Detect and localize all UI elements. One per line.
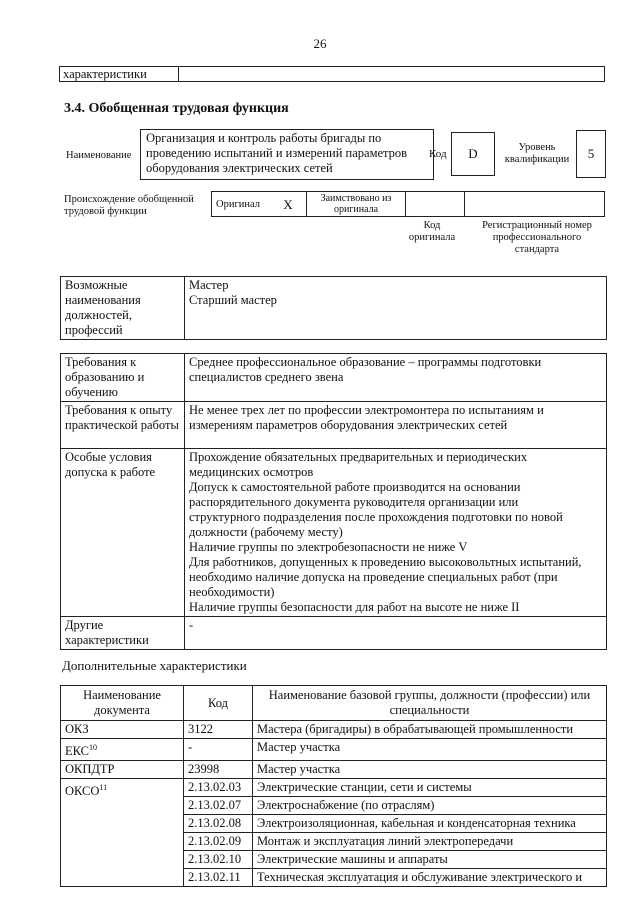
reg-number-cell xyxy=(465,192,605,217)
req-label: Требования к образованию и обучению xyxy=(61,354,185,402)
table-row xyxy=(61,739,607,761)
header-doc: Наименование документа xyxy=(61,686,184,721)
row-code: 2.13.02.11 xyxy=(184,869,253,887)
table-row xyxy=(61,617,607,650)
req-label: Другие характеристики xyxy=(61,617,185,650)
row-name: Мастер участка xyxy=(253,761,607,779)
req-value xyxy=(185,617,607,650)
original-label: Оригинал xyxy=(212,192,271,217)
row-code: 3122 xyxy=(184,721,253,739)
table-row xyxy=(61,354,607,402)
level-value: 5 xyxy=(576,130,606,178)
req-label: Особые условия допуска к работе xyxy=(61,449,185,617)
row-name: Электроизоляционная, кабельная и конденсаторная техника xyxy=(253,815,607,833)
code-label: Код xyxy=(429,148,447,160)
position-item: Старший мастер xyxy=(189,293,277,307)
row-name: Монтаж и эксплуатация линий электропередачи xyxy=(253,833,607,851)
code-original-cell xyxy=(406,192,465,217)
function-name-box xyxy=(140,129,434,180)
function-name-line: оборудования электрических сетей xyxy=(146,161,333,175)
req-line: Наличие группы безопасности для работ на высоте не ниже II xyxy=(189,600,520,614)
carryover-table xyxy=(59,66,605,82)
req-line: распорядительного документа руководителя организации или xyxy=(189,495,519,509)
function-name-label: Наименование xyxy=(66,150,132,161)
row-doc: ЕКС$^{10}$ xyxy=(61,739,184,761)
row-name: Электрические машины и аппараты xyxy=(253,851,607,869)
row-name: Мастера (бригадиры) в обрабатывающей промышленности xyxy=(253,721,607,739)
req-line: специалистов среднего звена xyxy=(189,370,344,384)
req-line: Допуск к самостоятельной работе производится на основании xyxy=(189,480,521,494)
row-doc: ОКСО$^{11}$ xyxy=(61,779,184,887)
row-code: 23998 xyxy=(184,761,253,779)
header-code: Код xyxy=(184,686,253,721)
row-name: Электрические станции, сети и системы xyxy=(253,779,607,797)
req-line: необходимости) xyxy=(189,585,275,599)
row-code: 2.13.02.07 xyxy=(184,797,253,815)
additional-title: Дополнительные характеристики xyxy=(62,658,247,673)
original-mark: X xyxy=(270,192,307,217)
table-row xyxy=(61,402,607,449)
row-doc: ОКЗ xyxy=(61,721,184,739)
code-value: D xyxy=(451,132,495,176)
reg-number-caption: Регистрационный номер профессионального стандарта xyxy=(482,220,592,255)
req-line: должности (рабочему месту) xyxy=(189,525,343,539)
carryover-value xyxy=(179,67,605,82)
req-line: Для работников, допущенных к проведению высоковольтных испытаний, xyxy=(189,555,582,569)
row-name: Электроснабжение (по отраслям) xyxy=(253,797,607,815)
req-value xyxy=(185,402,607,449)
row-name: Техническая эксплуатация и обслуживание электрического и xyxy=(253,869,607,887)
req-line: Прохождение обязательных предварительных и периодических xyxy=(189,450,528,464)
table-row xyxy=(61,721,607,739)
section-title: 3.4. Обобщенная трудовая функция xyxy=(64,101,289,116)
table-row xyxy=(61,779,607,797)
page-number: 26 xyxy=(313,36,327,51)
req-line: Не менее трех лет по профессии электромонтера по испытаниям и xyxy=(189,403,544,417)
row-code: 2.13.02.08 xyxy=(184,815,253,833)
code-original-caption: Код оригинала xyxy=(408,220,456,243)
carryover-label: характеристики xyxy=(60,67,179,82)
req-line: структурного подразделения после прохождения подготовки по новой xyxy=(189,510,563,524)
req-line: - xyxy=(189,618,194,632)
req-line: медицинских осмотров xyxy=(189,465,314,479)
requirements-table xyxy=(60,353,607,650)
function-name-line: проведению испытаний и измерений параметров xyxy=(146,146,408,160)
borrowed-label: Заимствовано из оригинала xyxy=(307,192,406,217)
row-code: 2.13.02.10 xyxy=(184,851,253,869)
position-item: Мастер xyxy=(189,278,229,292)
row-code: - xyxy=(184,739,253,761)
row-code: 2.13.02.09 xyxy=(184,833,253,851)
header-name: Наименование базовой группы, должности (профессии) или специальности xyxy=(253,686,607,721)
req-line: измерениям параметров оборудования электрических сетей xyxy=(189,418,508,432)
origin-table xyxy=(211,191,605,217)
req-line: Наличие группы по электробезопасности не ниже V xyxy=(189,540,468,554)
req-label: Требования к опыту практической работы xyxy=(61,402,185,449)
header-row xyxy=(61,686,607,721)
row-doc: ОКПДТР xyxy=(61,761,184,779)
function-name-line: Организация и контроль работы бригады по xyxy=(146,131,382,145)
positions-label: Возможные наименования должностей, профессий xyxy=(61,277,185,340)
level-label: Уровень квалификации xyxy=(504,142,570,165)
req-line: необходимо наличие допуска на проведение специальных работ (при xyxy=(189,570,558,584)
origin-label: Происхождение обобщенной трудовой функции xyxy=(64,194,194,217)
row-name: Мастер участка xyxy=(253,739,607,761)
row-code: 2.13.02.03 xyxy=(184,779,253,797)
positions-values xyxy=(185,277,607,340)
additional-table xyxy=(60,685,607,887)
table-row xyxy=(61,761,607,779)
req-value xyxy=(185,354,607,402)
req-value xyxy=(185,449,607,617)
table-row xyxy=(61,449,607,617)
req-line: Среднее профессиональное образование – программы подготовки xyxy=(189,355,542,369)
positions-table xyxy=(60,276,607,340)
